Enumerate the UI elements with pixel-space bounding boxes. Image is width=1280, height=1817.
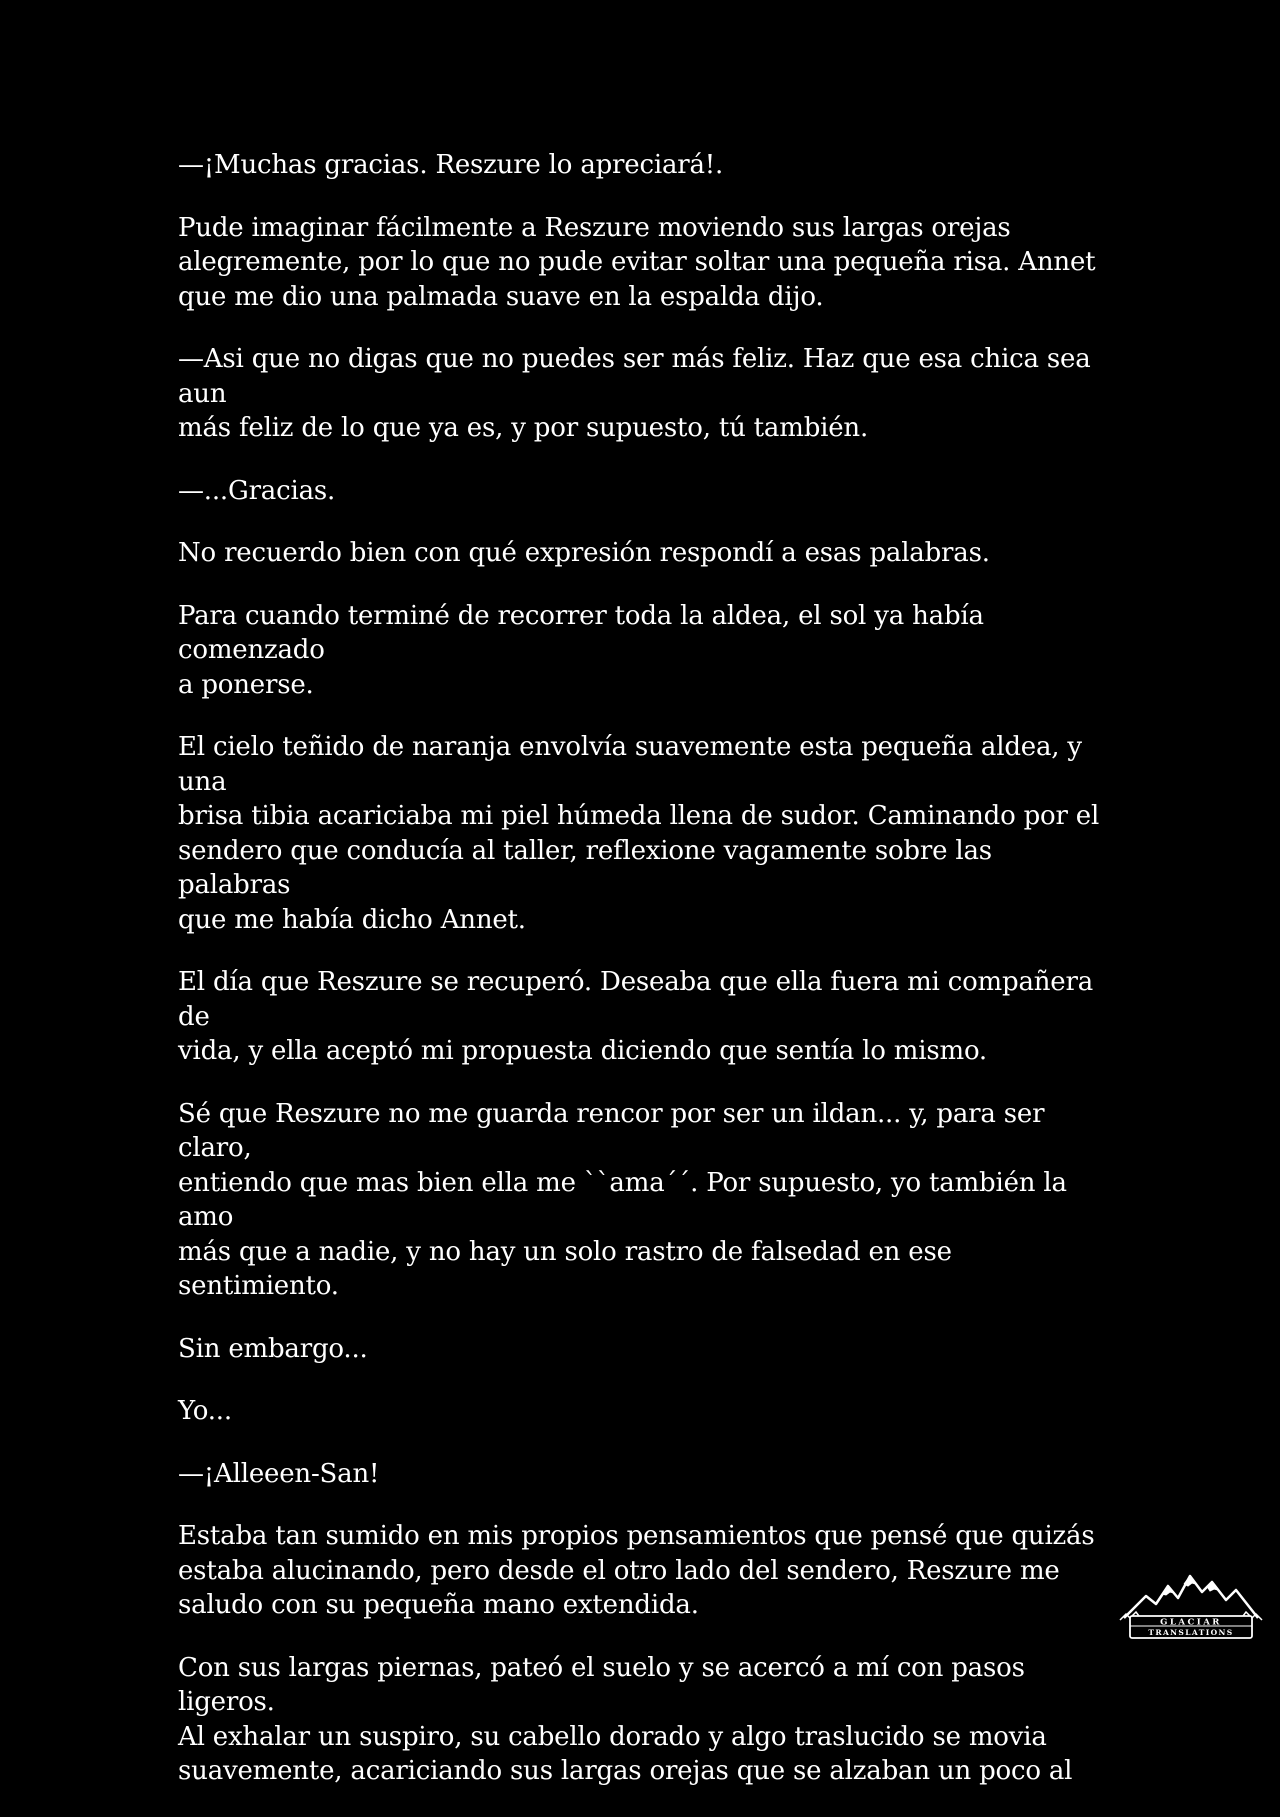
paragraph: —¡Alleeen-San!	[178, 1458, 380, 1489]
paragraph: El día que Reszure se recuperó. Deseaba que ella fuera mi compañera de vida, y ella aceptó mi propuesta diciendo que sentía lo mismo.	[178, 967, 1094, 1066]
paragraph: Pude imaginar fácilmente a Reszure moviendo sus largas orejas alegremente, por lo que no pude evitar soltar una pequeña risa. Annet que me dio una palmada suave en la espalda dijo.	[178, 212, 1096, 312]
paragraph: Sin embargo...	[178, 1333, 368, 1364]
paragraph: —Asi que no digas que no puedes ser más feliz. Haz que esa chica sea aun más feliz de lo que ya es, y por supuesto, tú también.	[178, 344, 1091, 443]
paragraph: El cielo teñido de naranja envolvía suavemente esta pequeña aldea, y una brisa tibia acariciaba mi piel húmeda llena de sudor. Caminando por el sendero que conducía al taller, reflexione vagamente sobre las palabras que me había dicho Annet.	[178, 732, 1100, 935]
paragraph: Para cuando terminé de recorrer toda la aldea, el sol ya había comenzado a ponerse.	[178, 600, 984, 700]
paragraph: Sé que Reszure no me guarda rencor por ser un ildan... y, para ser claro, entiendo que mas bien ella me ``ama´´. Por supuesto, yo también la amo más que a nadie, y no hay un solo rastro de falsedad en ese sentimiento.	[178, 1098, 1067, 1301]
glaciar-translations-logo	[1116, 1562, 1266, 1642]
paragraph: —...Gracias.	[178, 475, 336, 506]
paragraph: —¡Muchas gracias. Reszure lo apreciará!.	[178, 150, 724, 180]
logo-line1: GLACIAR	[1160, 1617, 1222, 1628]
paragraph: No recuerdo bien con qué expresión respondí a esas palabras.	[178, 538, 990, 568]
paragraph: Yo...	[178, 1396, 232, 1426]
paragraph: Estaba tan sumido en mis propios pensamientos que pensé que quizás estaba alucinando, pero desde el otro lado del sendero, Reszure me saludo con su pequeña mano extendida.	[178, 1521, 1095, 1620]
paragraph: Con sus largas piernas, pateó el suelo y se acercó a mí con pasos ligeros. Al exhalar un suspiro, su cabello dorado y algo traslucido se movia suavemente, acariciando sus largas orejas que se alzaban un poco al	[178, 1652, 1073, 1786]
document-body	[178, 148, 1108, 1817]
logo-line2: TRANSLATIONS	[1148, 1628, 1234, 1637]
